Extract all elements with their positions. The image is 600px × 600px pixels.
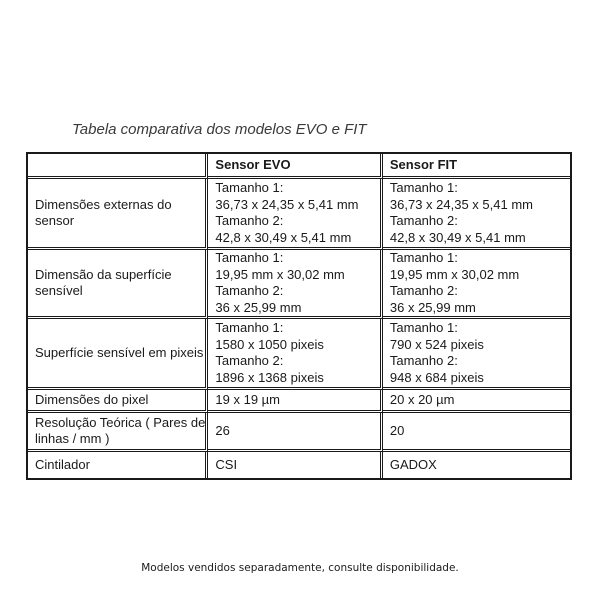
evo-line: 1580 x 1050 pixeis <box>215 336 324 352</box>
evo-cell <box>208 250 382 319</box>
footer-note: Modelos vendidos separadamente, consulte disponibilidade. <box>141 562 459 574</box>
table-row <box>28 390 570 413</box>
fit-line: Tamanho 1: <box>389 320 458 335</box>
fit-line: Tamanho 2: <box>389 283 458 298</box>
header-cell-empty <box>28 154 208 179</box>
table-header-row <box>28 154 570 179</box>
evo-line: 36 x 25,99 mm <box>215 299 302 315</box>
fit-line: Tamanho 2: <box>389 213 458 228</box>
evo-line: 1896 x 1368 pixeis <box>215 369 324 385</box>
table-title: Tabela comparativa dos modelos EVO e FIT <box>72 121 367 138</box>
evo-cell <box>208 179 382 250</box>
fit-line: Tamanho 1: <box>389 250 458 265</box>
fit-line: 790 x 524 pixeis <box>389 336 484 352</box>
fit-line: 20 x 20 µm <box>389 391 455 407</box>
row-label: Dimensão da superfície sensível <box>28 250 208 319</box>
fit-cell <box>383 390 570 413</box>
table-row <box>28 452 570 478</box>
table-row <box>28 413 570 452</box>
fit-cell <box>383 452 570 478</box>
fit-cell <box>383 250 570 319</box>
row-label: Cintilador <box>28 452 208 478</box>
row-label: Dimensões do pixel <box>28 390 208 413</box>
evo-cell <box>208 452 382 478</box>
evo-line: Tamanho 1: <box>215 320 284 335</box>
fit-cell <box>383 413 570 452</box>
fit-line: GADOX <box>389 456 437 472</box>
fit-cell <box>383 319 570 390</box>
evo-line: 19 x 19 µm <box>215 391 280 407</box>
evo-line: Tamanho 1: <box>215 180 284 195</box>
header-cell-evo: Sensor EVO <box>208 154 382 179</box>
header-cell-fit: Sensor FIT <box>383 154 570 179</box>
fit-cell <box>383 179 570 250</box>
row-label: Resolução Teórica ( Pares de linhas / mm ) <box>28 413 208 452</box>
fit-line: 42,8 x 30,49 x 5,41 mm <box>389 229 526 245</box>
fit-line: 20 <box>389 422 405 438</box>
table-row <box>28 319 570 390</box>
comparison-table <box>26 152 572 480</box>
evo-line: 42,8 x 30,49 x 5,41 mm <box>215 229 352 245</box>
fit-line: Tamanho 2: <box>389 353 458 368</box>
row-label: Dimensões externas do sensor <box>28 179 208 250</box>
evo-cell <box>208 319 382 390</box>
evo-line: Tamanho 1: <box>215 250 284 265</box>
evo-cell <box>208 390 382 413</box>
evo-line: 19,95 mm x 30,02 mm <box>215 266 345 282</box>
evo-line: 36,73 x 24,35 x 5,41 mm <box>215 196 359 212</box>
evo-line: CSI <box>215 456 238 472</box>
fit-line: 36 x 25,99 mm <box>389 299 476 315</box>
evo-line: Tamanho 2: <box>215 213 284 228</box>
fit-line: 19,95 mm x 30,02 mm <box>389 266 520 282</box>
fit-line: 36,73 x 24,35 x 5,41 mm <box>389 196 533 212</box>
evo-line: Tamanho 2: <box>215 283 284 298</box>
row-label: Superfície sensível em pixeis <box>28 319 208 390</box>
fit-line: Tamanho 1: <box>389 180 458 195</box>
table-row <box>28 250 570 319</box>
fit-line: 948 x 684 pixeis <box>389 369 484 385</box>
table-row <box>28 179 570 250</box>
evo-cell <box>208 413 382 452</box>
evo-line: Tamanho 2: <box>215 353 284 368</box>
evo-line: 26 <box>215 422 230 438</box>
